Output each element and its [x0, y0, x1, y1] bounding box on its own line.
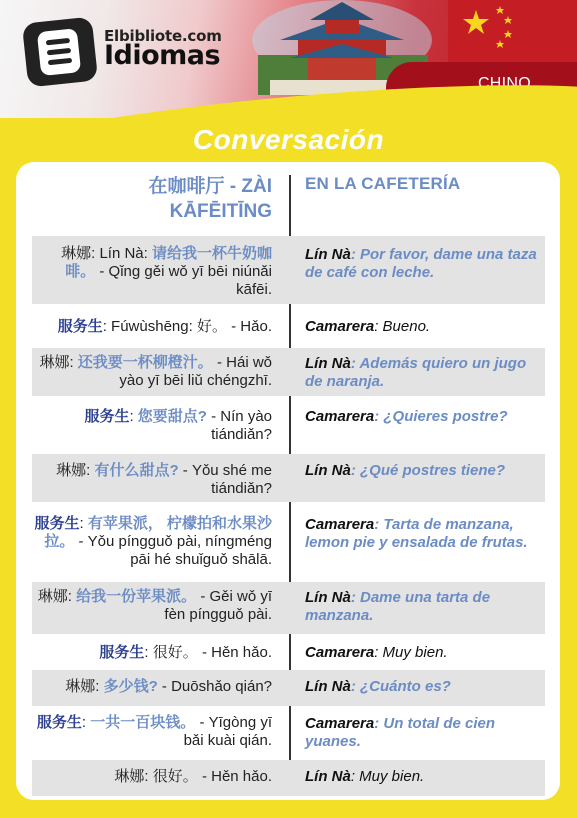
spanish-speaker: Lín Nà	[305, 768, 351, 785]
dialogue-row	[32, 670, 545, 706]
pinyin-text: - Yǒu shé me tiándiǎn?	[182, 462, 272, 497]
spanish-line	[305, 678, 541, 696]
spanish-line	[305, 589, 541, 625]
pinyin-text: - Yǒu píngguǒ pài, níngméng pāi hé shuǐguǒ shālā.	[78, 533, 272, 568]
spanish-speaker: Camarera	[305, 408, 375, 425]
pinyin-text: - Duōshǎo qián?	[161, 678, 272, 695]
spanish-text: : ¿Quieres postre?	[374, 408, 508, 425]
spanish-heading: EN LA CAFETERÍA	[305, 174, 461, 193]
section-title: Conversación	[192, 124, 385, 155]
spanish-speaker: Lín Nà	[305, 678, 351, 695]
spanish-line	[305, 246, 541, 282]
dialogue-row	[32, 582, 545, 634]
chinese-text: 一共一百块钱。	[90, 714, 196, 731]
dialogue-row	[32, 760, 545, 796]
chinese-line: 服务生: 有苹果派， 柠檬拍和水果沙拉。 - Yǒu píngguǒ pài, níngméng pāi hé shuǐguǒ shālā.	[34, 515, 272, 568]
pinyin-text: - Hái wǒ yào yī bēi liǔ chéngzhī.	[119, 354, 272, 389]
spanish-text: : ¿Cuánto es?	[350, 678, 451, 695]
chinese-line: 琳娜: 很好。 - Hěn hǎo.	[114, 768, 272, 785]
chinese-text: 还我要一杯柳橙汁。	[77, 354, 213, 371]
brand-name: Idiomas	[104, 40, 221, 71]
chinese-text: 请给我一杯牛奶咖啡。	[65, 245, 272, 280]
pinyin-text: - Nín yào tiándiǎn?	[211, 408, 272, 443]
chinese-heading: 在咖啡厅 - ZÀI KĀFĒITĪNG	[148, 176, 272, 222]
speaker-name: 琳娜	[61, 245, 92, 262]
chinese-line: 服务生: 一共一百块钱。 - Yīgòng yī bǎi kuài qián.	[36, 714, 272, 749]
dialogue-row	[32, 454, 545, 502]
chinese-line: 琳娜: 给我一份苹果派。 - Gěi wǒ yī fèn píngguǒ pài.	[37, 588, 272, 623]
spanish-line	[305, 768, 541, 786]
speaker-name: 琳娜	[56, 462, 87, 479]
spanish-speaker: Lín Nà	[305, 462, 351, 479]
chinese-text: 很好。	[152, 768, 198, 785]
speaker-name: 服务生	[57, 318, 103, 335]
spanish-text: : Muy bien.	[374, 644, 448, 661]
chinese-line: 服务生: Fúwùshēng: 好。 - Hǎo.	[57, 318, 272, 335]
speaker-name: 服务生	[34, 515, 80, 532]
header-banner	[0, 0, 577, 118]
pinyin-text: - Qǐng gěi wǒ yī bēi niúnǎi kāfēi.	[99, 263, 272, 298]
spanish-speaker: Camarera	[305, 516, 375, 533]
spanish-speaker: Lín Nà	[305, 246, 351, 263]
chinese-line: 琳娜: 多少钱? - Duōshǎo qián?	[65, 678, 272, 695]
spanish-text: : Además quiero un jugo de naranja.	[305, 355, 527, 390]
speaker-name: 服务生	[99, 644, 145, 661]
spanish-line	[305, 408, 541, 426]
spanish-line	[305, 355, 541, 391]
pinyin-text: - Yīgòng yī bǎi kuài qián.	[183, 714, 272, 749]
speaker-name: 琳娜	[37, 588, 68, 605]
spanish-text: : ¿Qué postres tiene?	[350, 462, 506, 479]
spanish-text: : Dame una tarta de manzana.	[305, 589, 491, 624]
speaker-name: 琳娜	[39, 354, 70, 371]
pinyin-text: - Hěn hǎo.	[201, 768, 272, 785]
spanish-text: : Por favor, dame una taza de café con leche.	[305, 246, 537, 281]
spanish-text: : Un total de cien yuanes.	[305, 715, 496, 750]
spanish-speaker: Lín Nà	[305, 355, 351, 372]
brand-site: Elbibliote.com	[104, 27, 222, 45]
pinyin-text: - Hǎo.	[231, 318, 272, 335]
dialogue-row	[32, 348, 545, 396]
spanish-line	[305, 462, 541, 480]
chinese-text: 好。	[196, 318, 227, 335]
spanish-text: : Bueno.	[374, 318, 431, 335]
chinese-text: 多少钱?	[103, 678, 158, 695]
dialogue-row	[32, 400, 545, 450]
dialogue-row	[32, 310, 545, 346]
chinese-line: 琳娜: Lín Nà: 请给我一杯牛奶咖啡。 - Qǐng gěi wǒ yī bēi niúnǎi kāfēi.	[61, 245, 272, 298]
spanish-line	[305, 516, 541, 552]
speaker-name: 琳娜	[65, 678, 96, 695]
pinyin-text: - Hěn hǎo.	[201, 644, 272, 661]
dialogue-row	[32, 636, 545, 670]
chinese-text: 很好。	[152, 644, 198, 661]
chinese-line: 琳娜: 有什么甜点? - Yǒu shé me tiándiǎn?	[56, 462, 272, 497]
spanish-text: : Muy bien.	[350, 768, 425, 785]
chinese-line: 服务生: 您要甜点? - Nín yào tiándiǎn?	[84, 408, 272, 443]
pinyin-text: - Gěi wǒ yī fèn píngguǒ pài.	[164, 588, 272, 623]
spanish-line	[305, 715, 541, 751]
speaker-name: 服务生	[84, 408, 130, 425]
spanish-speaker: Camarera	[305, 318, 375, 335]
logo-icon	[22, 17, 98, 88]
spanish-speaker: Lín Nà	[305, 589, 351, 606]
tag-language: CHINO	[477, 75, 531, 92]
spanish-speaker: Camarera	[305, 715, 375, 732]
dialogue-row	[32, 708, 545, 758]
spanish-line	[305, 318, 541, 336]
chinese-text: 给我一份苹果派。	[76, 588, 197, 605]
dialogue-row	[32, 236, 545, 304]
chinese-text: 有苹果派， 柠檬拍和水果沙拉。	[44, 515, 272, 550]
chinese-text: 有什么甜点?	[94, 462, 179, 479]
speaker-name: 服务生	[36, 714, 82, 731]
chinese-line: 服务生: 很好。 - Hěn hǎo.	[99, 644, 272, 661]
spanish-text: : Tarta de manzana, lemon pie y ensalada de frutas.	[305, 516, 528, 551]
dialogue-row	[32, 508, 545, 576]
spanish-speaker: Camarera	[305, 644, 375, 661]
china-flag-icon	[448, 0, 577, 70]
spanish-line	[305, 644, 541, 662]
speaker-name: 琳娜	[114, 768, 145, 785]
chinese-text: 您要甜点?	[137, 408, 207, 425]
chinese-line: 琳娜: 还我要一杯柳橙汁。 - Hái wǒ yào yī bēi liǔ chéngzhī.	[39, 354, 272, 389]
